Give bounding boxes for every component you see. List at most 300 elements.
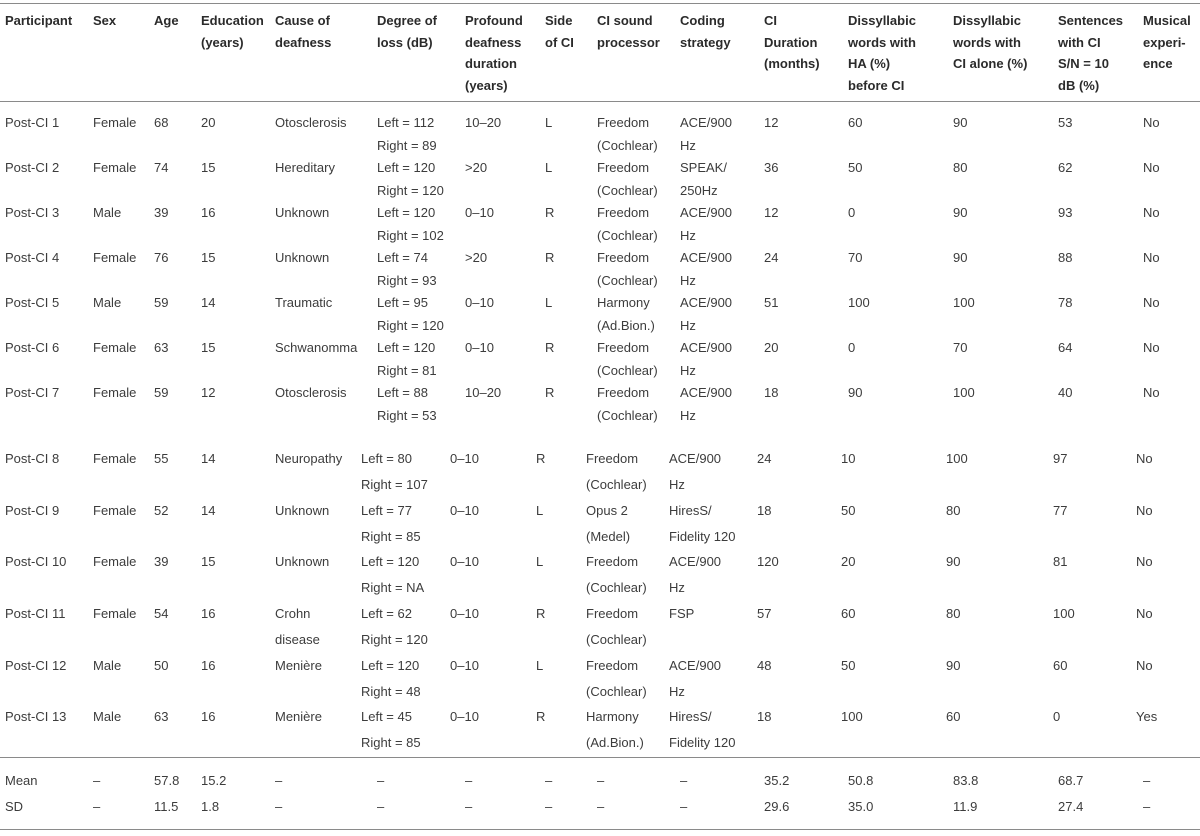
summary-cell-dissyllabic-ha-line: 35.0	[848, 799, 874, 814]
cell-processor-line: (Cochlear)	[597, 182, 658, 198]
summary-cell-profound-duration-line: –	[465, 773, 473, 788]
cell-side	[545, 292, 552, 315]
cell-education-line: 20	[201, 115, 216, 130]
cell-processor	[586, 601, 647, 653]
summary-cell-participant	[5, 796, 23, 819]
column-header-sex-line: Sex	[93, 13, 117, 28]
cell-musical-experience	[1143, 382, 1160, 405]
cell-cause-line: Unknown	[275, 250, 330, 265]
cell-musical-experience-line: No	[1143, 160, 1160, 175]
cell-sex	[93, 247, 136, 270]
cell-degree-of-loss-line: Right = 120	[377, 182, 444, 198]
cell-dissyllabic-ci	[953, 337, 967, 360]
cell-participant	[5, 382, 59, 405]
cell-musical-experience	[1143, 112, 1160, 135]
cell-profound-duration	[465, 112, 501, 135]
cell-coding-strategy-line: ACE/900	[669, 658, 722, 673]
cell-ci-duration	[757, 549, 779, 575]
cell-ci-duration	[757, 601, 771, 627]
cell-processor-line: Harmony	[597, 295, 650, 310]
cell-dissyllabic-ci	[946, 549, 960, 575]
cell-cause-line: Otosclerosis	[275, 115, 347, 130]
cell-dissyllabic-ha-line: 70	[848, 250, 863, 265]
cell-dissyllabic-ci	[953, 382, 975, 405]
cell-coding-strategy-line: FSP	[669, 606, 695, 621]
cell-sentences-line: 77	[1053, 503, 1068, 518]
cell-side	[545, 382, 554, 405]
cell-participant-line: Post-CI 2	[5, 160, 60, 175]
cell-sentences-line: 78	[1058, 295, 1073, 310]
cell-sentences	[1058, 247, 1072, 270]
cell-participant-line: Post-CI 6	[5, 340, 60, 355]
cell-ci-duration	[757, 704, 771, 730]
summary-cell-education-line: 15.2	[201, 773, 227, 788]
cell-degree-of-loss-line: Left = 112	[377, 115, 435, 130]
cell-processor-line: Freedom	[586, 451, 639, 466]
cell-processor-line: (Cochlear)	[597, 407, 658, 423]
cell-degree-of-loss	[361, 446, 428, 498]
summary-cell-cause-line: –	[275, 799, 283, 814]
column-header-coding-strategy-line: strategy	[680, 34, 731, 50]
cell-sex-line: Male	[93, 205, 122, 220]
cell-coding-strategy	[680, 337, 732, 382]
summary-cell-dissyllabic-ha-line: 50.8	[848, 773, 874, 788]
cell-participant-line: Post-CI 1	[5, 115, 60, 130]
cell-degree-of-loss	[361, 498, 421, 550]
cell-participant	[5, 601, 65, 627]
cell-side-line: L	[545, 160, 553, 175]
cell-cause	[275, 112, 347, 135]
column-header-processor	[597, 10, 660, 53]
cell-degree-of-loss-line: Left = 95	[377, 295, 428, 310]
cell-side-line: L	[536, 658, 544, 673]
cell-processor	[597, 247, 658, 292]
cell-age	[154, 653, 168, 679]
cell-age-line: 76	[154, 250, 169, 265]
cell-processor	[586, 653, 647, 705]
cell-processor	[586, 549, 647, 601]
cell-profound-duration	[465, 292, 494, 315]
cell-degree-of-loss	[377, 247, 437, 292]
column-header-ci-duration-line: (months)	[764, 56, 820, 71]
column-header-sex	[93, 10, 116, 32]
cell-degree-of-loss	[377, 337, 437, 382]
cell-sentences	[1053, 704, 1060, 730]
cell-profound-duration-line: 0–10	[450, 658, 479, 673]
cell-education-line: 15	[201, 250, 216, 265]
cell-musical-experience-line: No	[1136, 606, 1153, 621]
cell-coding-strategy	[669, 549, 721, 601]
cell-dissyllabic-ci	[953, 112, 967, 135]
cell-degree-of-loss-line: Left = 45	[361, 709, 412, 724]
cell-sex-line: Female	[93, 554, 137, 569]
cell-ci-duration-line: 20	[764, 340, 779, 355]
cell-degree-of-loss-line: Left = 120	[377, 340, 436, 355]
cell-dissyllabic-ci-line: 60	[946, 709, 961, 724]
cell-sentences-line: 88	[1058, 250, 1073, 265]
cell-dissyllabic-ha	[841, 704, 863, 730]
column-header-ci-duration-line: CI	[764, 13, 777, 28]
cell-ci-duration	[764, 247, 778, 270]
cell-age-line: 68	[154, 115, 169, 130]
cell-age	[154, 382, 168, 405]
cell-processor-line: Freedom	[586, 606, 639, 621]
cell-degree-of-loss	[377, 112, 437, 157]
cell-dissyllabic-ha	[848, 202, 855, 225]
cell-coding-strategy	[680, 382, 732, 427]
cell-degree-of-loss	[361, 653, 421, 705]
cell-degree-of-loss-line: Right = 85	[361, 735, 421, 750]
cell-age-line: 39	[154, 554, 169, 569]
cell-profound-duration-line: 0–10	[450, 606, 479, 621]
cell-coding-strategy-line: HiresS/	[669, 709, 712, 724]
summary-cell-participant-line: Mean	[5, 773, 38, 788]
cell-dissyllabic-ha-line: 50	[841, 658, 856, 673]
cell-degree-of-loss-line: Left = 77	[361, 503, 412, 518]
cell-participant	[5, 247, 59, 270]
column-header-musical-experience-line: Musical	[1143, 13, 1191, 28]
cell-profound-duration-line: 0–10	[450, 709, 479, 724]
cell-sex	[93, 704, 121, 730]
summary-cell-education-line: 1.8	[201, 799, 220, 814]
summary-cell-degree-of-loss	[377, 770, 384, 793]
cell-dissyllabic-ci-line: 90	[953, 115, 968, 130]
cell-processor	[597, 382, 658, 427]
cell-sentences-line: 97	[1053, 451, 1068, 466]
cell-processor	[597, 157, 658, 202]
cell-cause-line: disease	[275, 632, 320, 647]
cell-processor	[586, 704, 644, 756]
cell-degree-of-loss-line: Right = 107	[361, 477, 428, 492]
cell-dissyllabic-ha-line: 0	[848, 340, 856, 355]
cell-age	[154, 247, 168, 270]
cell-dissyllabic-ci-line: 90	[946, 554, 961, 569]
cell-ci-duration	[764, 292, 778, 315]
cell-ci-duration-line: 24	[757, 451, 772, 466]
column-header-dissyllabic-ci-line: Dissyllabic	[953, 13, 1021, 28]
summary-cell-coding-strategy	[680, 796, 687, 819]
column-header-side-line: of CI	[545, 34, 574, 50]
cell-dissyllabic-ha-line: 10	[841, 451, 856, 466]
summary-cell-sentences-line: 68.7	[1058, 773, 1084, 788]
header-rule	[0, 101, 1200, 102]
summary-cell-sex	[93, 796, 100, 819]
summary-cell-age-line: 11.5	[154, 799, 179, 814]
cell-sex-line: Female	[93, 160, 137, 175]
column-header-age-line: Age	[154, 13, 179, 28]
cell-processor-line: Freedom	[586, 658, 639, 673]
cell-ci-duration	[764, 337, 778, 360]
cell-age	[154, 446, 168, 472]
cell-side	[545, 112, 552, 135]
cell-dissyllabic-ha-line: 50	[841, 503, 856, 518]
cell-education	[201, 202, 215, 225]
cell-sentences-line: 0	[1053, 709, 1061, 724]
cell-sentences-line: 60	[1053, 658, 1068, 673]
summary-cell-education	[201, 796, 219, 819]
cell-coding-strategy-line: ACE/900	[680, 205, 733, 220]
summary-cell-musical-experience-line: –	[1143, 773, 1151, 788]
cell-dissyllabic-ha-line: 90	[848, 385, 863, 400]
cell-dissyllabic-ha-line: 100	[848, 295, 870, 310]
cell-musical-experience-line: No	[1143, 385, 1160, 400]
cell-side-line: R	[536, 606, 546, 621]
summary-cell-side-line: –	[545, 773, 553, 788]
summary-cell-sentences	[1058, 770, 1083, 793]
cell-sex	[93, 601, 136, 627]
cell-degree-of-loss-line: Left = 120	[377, 205, 436, 220]
cell-profound-duration-line: 10–20	[465, 385, 502, 400]
column-header-sentences	[1058, 10, 1123, 96]
summary-cell-processor	[597, 796, 604, 819]
cell-sex-line: Female	[93, 385, 137, 400]
cell-side-line: R	[536, 451, 546, 466]
cell-sentences	[1053, 653, 1067, 679]
cell-sentences	[1053, 446, 1067, 472]
column-header-sentences-line: S/N = 10	[1058, 56, 1109, 71]
cell-participant-line: Post-CI 12	[5, 658, 67, 673]
cell-dissyllabic-ci	[953, 202, 967, 225]
summary-cell-sex-line: –	[93, 773, 101, 788]
cell-age	[154, 202, 168, 225]
cell-musical-experience-line: No	[1136, 451, 1153, 466]
cell-age-line: 59	[154, 385, 169, 400]
cell-coding-strategy-line: ACE/900	[680, 385, 733, 400]
cell-education	[201, 653, 215, 679]
column-header-profound-duration-line: Profound	[465, 13, 523, 28]
cell-ci-duration-line: 18	[757, 709, 772, 724]
cell-musical-experience	[1143, 337, 1160, 360]
cell-processor	[586, 446, 647, 498]
cell-musical-experience-line: No	[1136, 658, 1153, 673]
column-header-cause	[275, 10, 331, 53]
cell-processor-line: Freedom	[597, 250, 650, 265]
cell-coding-strategy-line: ACE/900	[680, 250, 733, 265]
summary-cell-ci-duration	[764, 796, 789, 819]
cell-ci-duration	[764, 202, 778, 225]
cell-side	[545, 247, 554, 270]
cell-coding-strategy-line: Hz	[669, 477, 685, 492]
cell-coding-strategy	[669, 601, 694, 627]
cell-side-line: L	[545, 115, 553, 130]
cell-musical-experience-line: No	[1143, 340, 1160, 355]
cell-musical-experience	[1136, 653, 1153, 679]
cell-age	[154, 157, 168, 180]
cell-sentences-line: 53	[1058, 115, 1073, 130]
column-header-musical-experience-line: experi-	[1143, 34, 1186, 50]
cell-coding-strategy-line: Fidelity 120	[669, 529, 736, 544]
cell-age-line: 39	[154, 205, 169, 220]
cell-ci-duration-line: 12	[764, 205, 779, 220]
column-header-sentences-line: Sentences	[1058, 13, 1124, 28]
cell-degree-of-loss	[361, 601, 428, 653]
summary-cell-musical-experience	[1143, 796, 1150, 819]
cell-coding-strategy-line: Hz	[680, 407, 696, 423]
cell-sex-line: Male	[93, 295, 122, 310]
cell-cause-line: Hereditary	[275, 160, 335, 175]
cell-profound-duration	[465, 382, 501, 405]
cell-sex-line: Female	[93, 606, 137, 621]
cell-sentences	[1058, 157, 1072, 180]
cell-processor	[586, 498, 630, 550]
cell-side-line: L	[536, 503, 544, 518]
cell-dissyllabic-ha-line: 20	[841, 554, 856, 569]
cell-musical-experience	[1136, 601, 1153, 627]
cell-participant	[5, 704, 66, 730]
cell-coding-strategy-line: Hz	[680, 272, 696, 288]
cell-education	[201, 382, 215, 405]
cell-age-line: 54	[154, 606, 169, 621]
cell-cause-line: Unknown	[275, 554, 330, 569]
cell-dissyllabic-ci-line: 100	[953, 385, 975, 400]
cell-cause	[275, 337, 357, 360]
cell-education	[201, 292, 215, 315]
cell-age-line: 50	[154, 658, 169, 673]
cell-side-line: R	[536, 709, 546, 724]
cell-coding-strategy-line: Hz	[680, 317, 696, 333]
column-header-dissyllabic-ha-line: Dissyllabic	[848, 13, 916, 28]
summary-cell-participant-line: SD	[5, 799, 24, 814]
cell-dissyllabic-ci-line: 80	[953, 160, 968, 175]
cell-participant	[5, 292, 59, 315]
summary-cell-cause-line: –	[275, 773, 283, 788]
cell-side-line: L	[545, 295, 553, 310]
cell-profound-duration-line: 0–10	[465, 295, 494, 310]
summary-cell-sentences-line: 27.4	[1058, 799, 1084, 814]
cell-degree-of-loss-line: Right = 48	[361, 684, 421, 699]
cell-coding-strategy	[680, 202, 732, 247]
cell-age	[154, 498, 168, 524]
cell-sex	[93, 653, 121, 679]
cell-dissyllabic-ha	[841, 446, 855, 472]
cell-participant	[5, 112, 59, 135]
cell-sex-line: Female	[93, 340, 137, 355]
cell-participant-line: Post-CI 5	[5, 295, 60, 310]
cell-cause	[275, 653, 322, 679]
cell-side-line: R	[545, 340, 555, 355]
cell-profound-duration	[465, 157, 487, 180]
column-header-musical-experience-line: ence	[1143, 56, 1173, 71]
cell-degree-of-loss-line: Left = 88	[377, 385, 428, 400]
cell-participant-line: Post-CI 7	[5, 385, 60, 400]
summary-cell-ci-duration	[764, 770, 789, 793]
cell-processor-line: (Cochlear)	[586, 477, 647, 492]
cell-dissyllabic-ha-line: 50	[848, 160, 863, 175]
cell-dissyllabic-ci	[953, 292, 975, 315]
cell-cause	[275, 498, 329, 524]
cell-degree-of-loss-line: Right = 85	[361, 529, 421, 544]
cell-sex-line: Male	[93, 709, 122, 724]
cell-degree-of-loss-line: Right = NA	[361, 580, 425, 595]
cell-participant	[5, 157, 59, 180]
cell-education	[201, 704, 215, 730]
cell-profound-duration-line: >20	[465, 160, 488, 175]
cell-sex-line: Female	[93, 250, 137, 265]
cell-dissyllabic-ha	[848, 157, 862, 180]
cell-processor-line: Freedom	[597, 205, 650, 220]
column-header-coding-strategy	[680, 10, 731, 53]
cell-dissyllabic-ci-line: 90	[953, 250, 968, 265]
cell-age-line: 55	[154, 451, 169, 466]
cell-dissyllabic-ci-line: 100	[946, 451, 968, 466]
cell-sex	[93, 337, 136, 360]
cell-participant-line: Post-CI 8	[5, 451, 60, 466]
cell-profound-duration	[465, 337, 494, 360]
cell-cause-line: Unknown	[275, 205, 330, 220]
summary-cell-dissyllabic-ci	[953, 796, 977, 819]
cell-profound-duration	[465, 247, 487, 270]
column-header-dissyllabic-ha-line: words with	[848, 34, 916, 50]
cell-profound-duration	[465, 202, 494, 225]
summary-cell-processor-line: –	[597, 799, 605, 814]
cell-ci-duration-line: 48	[757, 658, 772, 673]
cell-dissyllabic-ci	[953, 247, 967, 270]
summary-cell-education	[201, 770, 226, 793]
cell-sex-line: Female	[93, 503, 137, 518]
cell-sentences	[1058, 202, 1072, 225]
cell-participant	[5, 498, 59, 524]
cell-ci-duration-line: 12	[764, 115, 779, 130]
cell-dissyllabic-ci	[946, 704, 960, 730]
cell-degree-of-loss-line: Left = 62	[361, 606, 412, 621]
cell-cause	[275, 157, 335, 180]
cell-processor-line: (Cochlear)	[586, 580, 647, 595]
cell-dissyllabic-ha	[848, 112, 862, 135]
cell-side	[536, 498, 543, 524]
cell-sex	[93, 112, 136, 135]
cell-dissyllabic-ha-line: 100	[841, 709, 863, 724]
cell-participant-line: Post-CI 11	[5, 606, 66, 621]
summary-cell-degree-of-loss	[377, 796, 384, 819]
summary-cell-degree-of-loss-line: –	[377, 773, 385, 788]
cell-ci-duration	[764, 382, 778, 405]
cell-side	[536, 601, 545, 627]
cell-ci-duration-line: 57	[757, 606, 772, 621]
cell-cause-line: Menière	[275, 658, 322, 673]
cell-participant	[5, 549, 66, 575]
cell-cause-line: Otosclerosis	[275, 385, 347, 400]
cell-cause-line: Traumatic	[275, 295, 333, 310]
cell-education-line: 15	[201, 554, 216, 569]
cell-musical-experience	[1143, 157, 1160, 180]
summary-cell-musical-experience	[1143, 770, 1150, 793]
cell-education-line: 12	[201, 385, 216, 400]
cell-profound-duration-line: 0–10	[465, 340, 494, 355]
cell-sentences-line: 40	[1058, 385, 1073, 400]
summary-cell-coding-strategy	[680, 770, 687, 793]
cell-profound-duration-line: 0–10	[450, 503, 479, 518]
summary-cell-profound-duration	[465, 770, 472, 793]
cell-profound-duration-line: >20	[465, 250, 488, 265]
cell-processor-line: (Cochlear)	[586, 632, 647, 647]
cell-sentences	[1058, 112, 1072, 135]
cell-degree-of-loss-line: Right = 53	[377, 407, 437, 423]
summary-cell-profound-duration	[465, 796, 472, 819]
cell-musical-experience	[1136, 446, 1153, 472]
column-header-ci-duration	[764, 10, 820, 75]
summary-cell-coding-strategy-line: –	[680, 773, 688, 788]
cell-musical-experience-line: No	[1143, 115, 1160, 130]
cell-sex	[93, 446, 136, 472]
cell-cause	[275, 202, 329, 225]
cell-degree-of-loss	[377, 202, 444, 247]
summary-cell-dissyllabic-ha	[848, 770, 873, 793]
cell-side-line: R	[545, 205, 555, 220]
cell-sentences	[1058, 382, 1072, 405]
column-header-ci-duration-line: Duration	[764, 34, 818, 50]
column-header-participant	[5, 10, 72, 32]
cell-ci-duration	[764, 157, 778, 180]
